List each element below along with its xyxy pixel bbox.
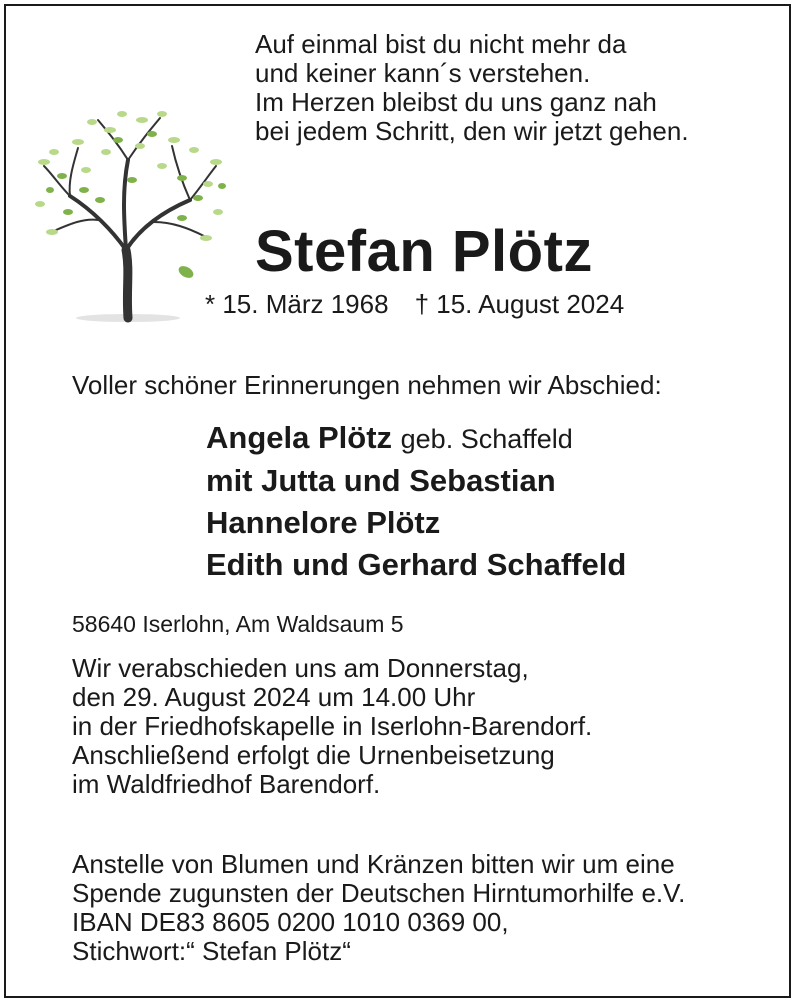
donation-keyword: Stichwort:“ Stefan Plötz“ [72,936,351,966]
poem-line: und keiner kann´s verstehen. [255,58,591,88]
poem [255,30,689,146]
poem-line: bei jedem Schritt, den wir jetzt gehen. [255,116,689,146]
tree-illustration [22,100,234,328]
mourner-line [206,417,626,460]
maiden-name: geb. Schaffeld [400,424,573,454]
mourner-line: Edith und Gerhard Schaffeld [206,547,627,582]
poem-line: Im Herzen bleibst du uns ganz nah [255,87,657,117]
ceremony-line: Anschließend erfolgt die Urnenbeisetzung [72,740,555,770]
life-dates [205,289,624,320]
donation-line: Anstelle von Blumen und Kränzen bitten wir um eine [72,849,675,879]
mourner-line: Hannelore Plötz [206,505,441,540]
birth-date: * 15. März 1968 [205,289,389,319]
mourners-list [206,417,626,586]
donation-iban: IBAN DE83 8605 0200 1010 0369 00, [72,907,509,937]
farewell-intro: Voller schöner Erinnerungen nehmen wir Abschied: [72,370,662,400]
ceremony-line: in der Friedhofskapelle in Iserlohn-Barendorf. [72,711,593,741]
ceremony-line: Wir verabschieden uns am Donnerstag, [72,653,529,683]
poem-line: Auf einmal bist du nicht mehr da [255,29,627,59]
ceremony-line: den 29. August 2024 um 14.00 Uhr [72,682,476,712]
donation-line: Spende zugunsten der Deutschen Hirntumorhilfe e.V. [72,878,686,908]
ceremony-info [72,654,592,799]
death-date: † 15. August 2024 [414,289,625,319]
mourner-line: mit Jutta und Sebastian [206,463,556,498]
mourner-name: Angela Plötz [206,420,393,455]
ceremony-line: im Waldfriedhof Barendorf. [72,769,381,799]
donation-info [72,850,685,966]
deceased-name: Stefan Plötz [255,219,593,284]
address: 58640 Iserlohn, Am Waldsaum 5 [72,611,404,637]
